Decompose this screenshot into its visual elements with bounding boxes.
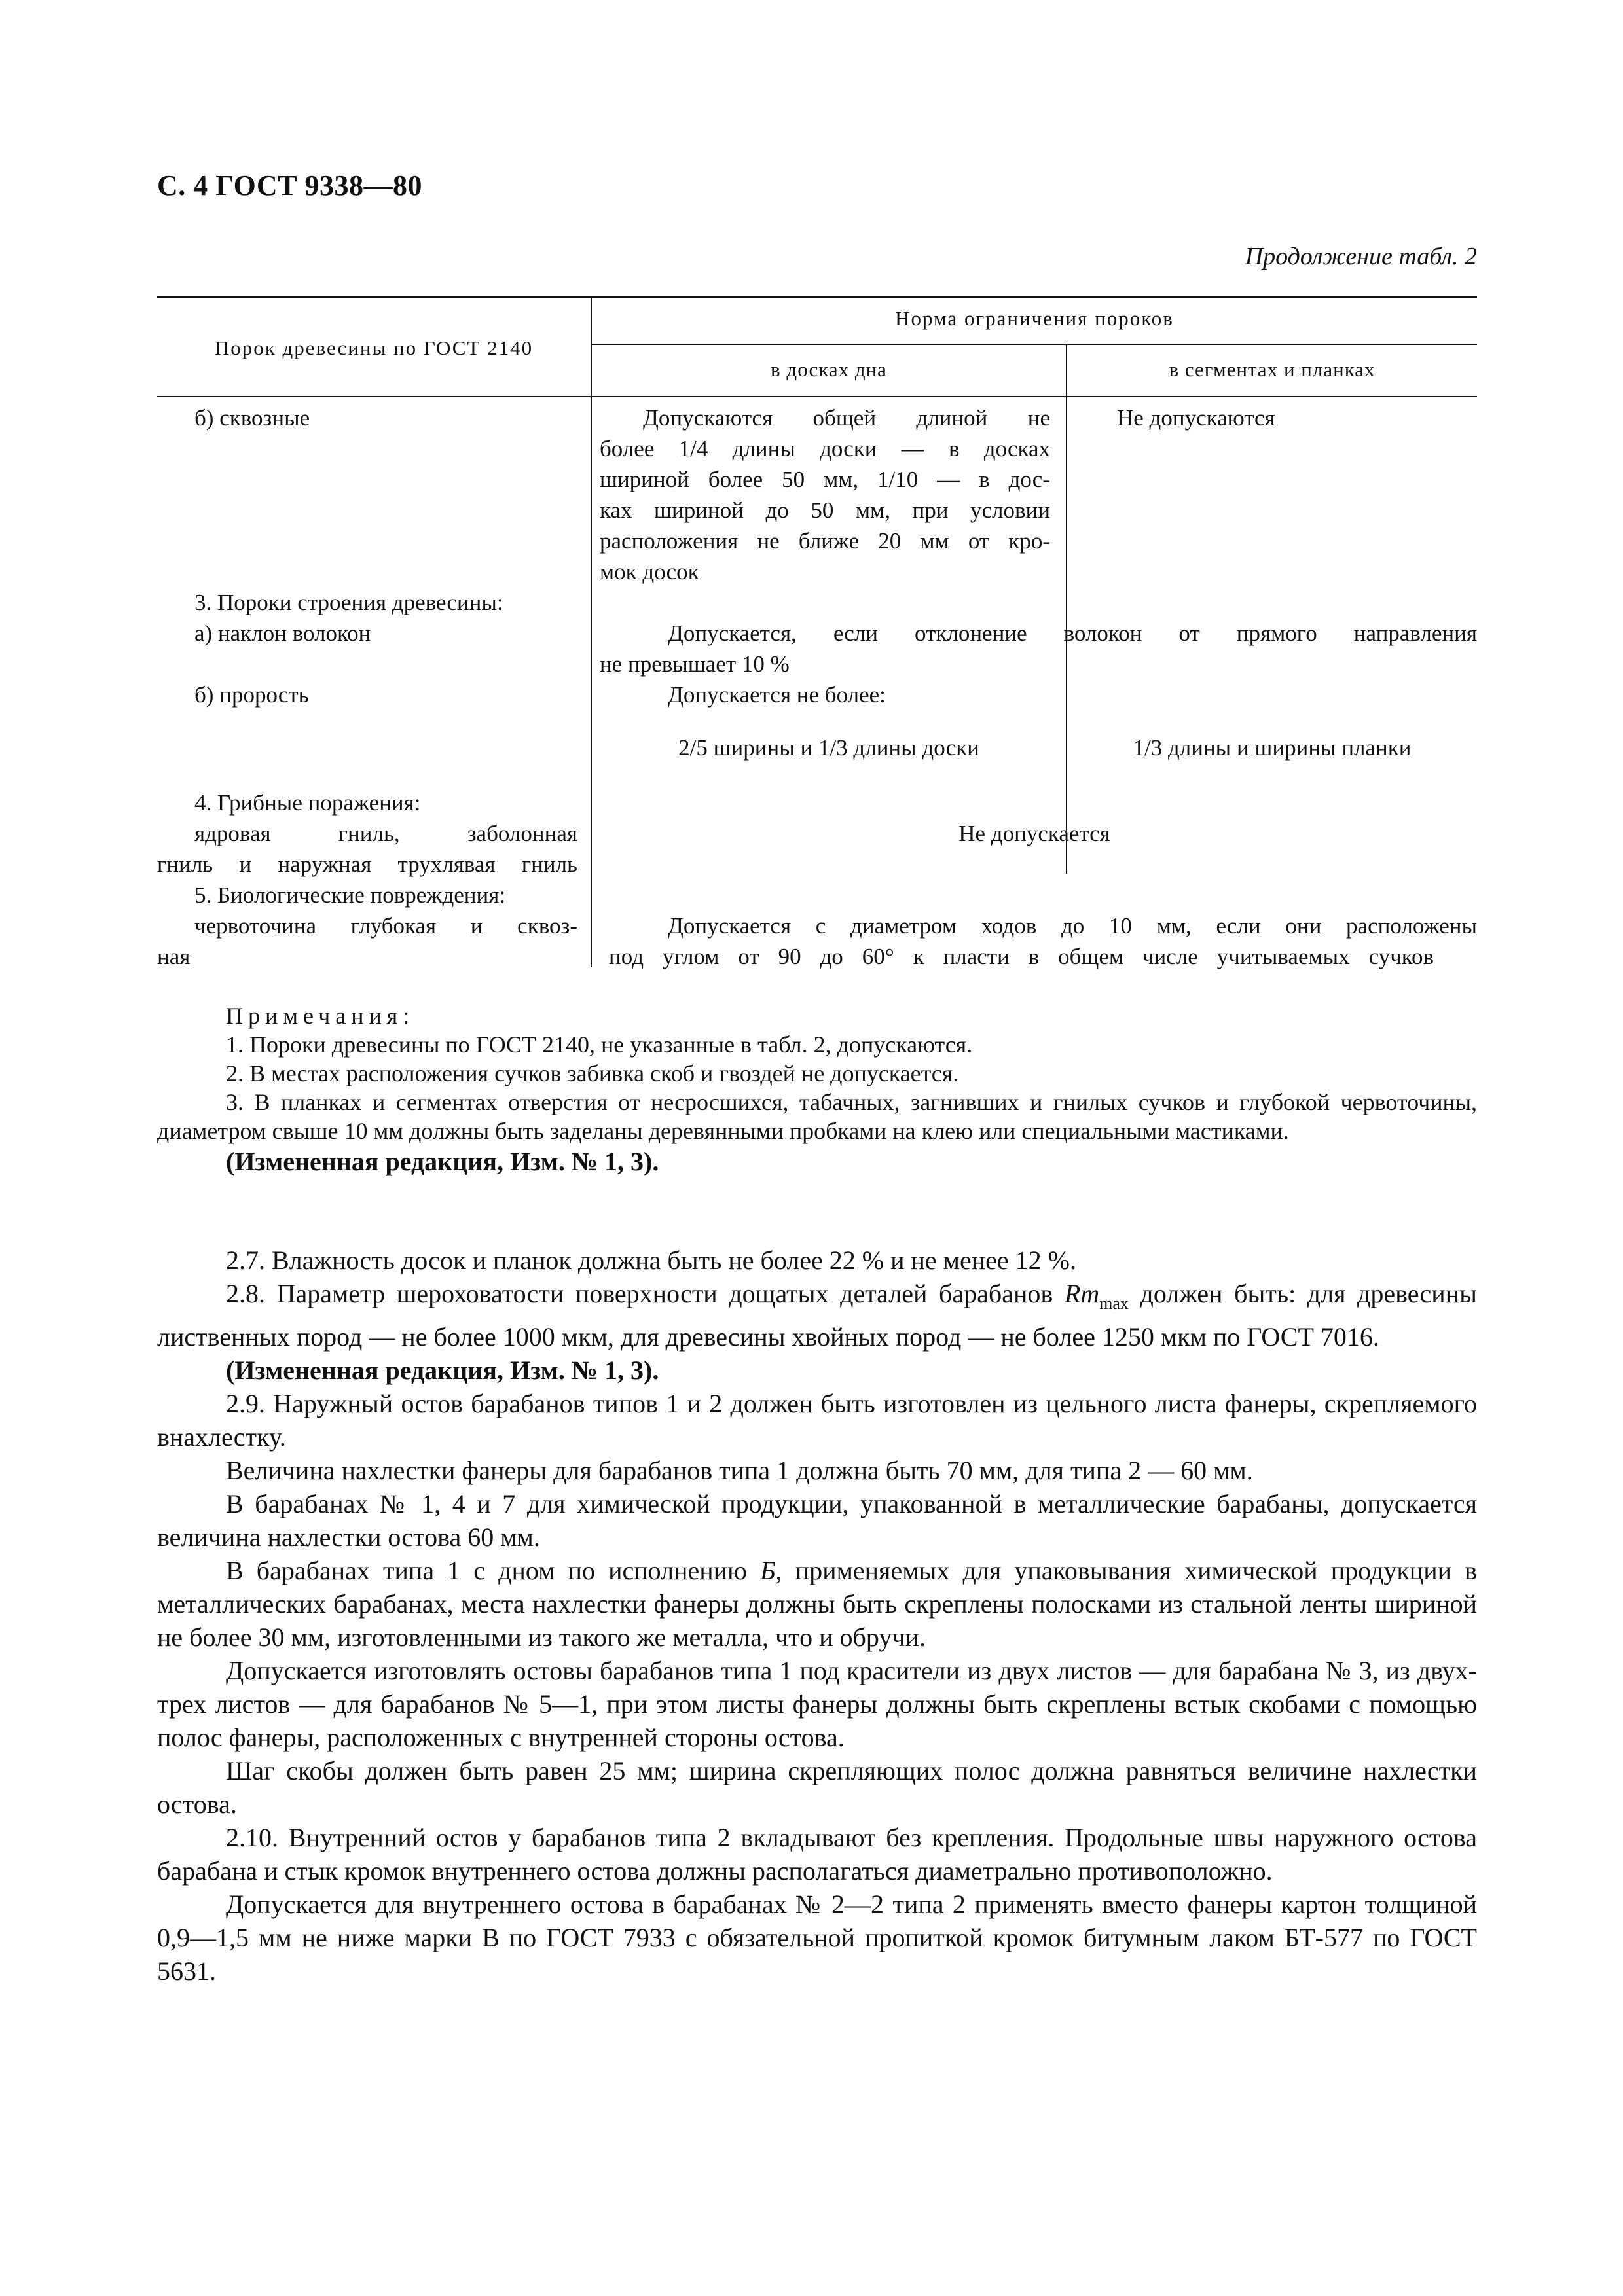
row-skvoznye-boards-l5: расположения не ближе 20 мм от кро- — [600, 528, 1050, 554]
para-2-8-start: 2.8. Параметр шероховатости поверхности дощатых деталей барабанов — [226, 1279, 1065, 1308]
notes-amended: (Измененная редакция, Изм. № 1, 3). — [226, 1147, 659, 1176]
notes-title: Примечания: — [226, 1003, 415, 1029]
row-skvoznye-boards-l1: Допускаются общей длиной не — [643, 405, 1050, 431]
table-header-mid-rule — [591, 344, 1477, 345]
row-naklon-defect: а) наклон волокон — [194, 620, 371, 646]
table-header-bottom-rule — [157, 396, 1477, 397]
para-2-9-e: Допускается изготовлять остовы барабанов типа 1 под красители из двух листов — для барабана № 3, из двух-трех листов — для барабанов № 5—1, при этом листы фанеры должны быть скреплены встык скобами с помощью полос фанеры, расположенных с внутренней стороны остова. — [157, 1656, 1477, 1752]
para-2-9-b: Величина нахлестки фанеры для барабанов типа 1 должна быть 70 мм, для типа 2 — 60 мм. — [226, 1456, 1253, 1485]
para-2-9-d-end: , применяемых для упаковывания химической продукции в металлических барабанах, места нахлестки фанеры должны быть скреплены полосками из стальной ленты шириной не более 30 мм, изготовленными из такого же металла, что и обручи. — [157, 1556, 1477, 1652]
header-segments: в сегментах и планках — [1169, 358, 1376, 381]
para-2-8-end: должен быть: для древесины лиственных пород — не более 1000 мкм, для древесины хвойных пород — не более 1250 мкм по ГОСТ 7016. — [157, 1279, 1477, 1352]
para-2-9-c: В барабанах № 1, 4 и 7 для химической продукции, упакованной в металлические барабаны, допускается величина нахлестки остова 60 мм. — [157, 1489, 1477, 1552]
defects-table — [157, 296, 1477, 967]
note-2: 2. В местах расположения сучков забивка скоб и гвоздей не допускается. — [226, 1060, 959, 1086]
group5-title: 5. Биологические повреждения: — [194, 882, 506, 908]
row-skvoznye-boards-l4: ках шириной до 50 мм, при условии — [600, 497, 1050, 523]
group5-defect-l1: червоточина глубокая и сквоз- — [194, 913, 577, 939]
note-1: 1. Пороки древесины по ГОСТ 2140, не указанные в табл. 2, допускаются. — [226, 1031, 973, 1058]
group5-norm-l1: Допускается с диаметром ходов до 10 мм, если они расположены — [668, 913, 1477, 939]
para-2-9-d-letter: Б — [760, 1556, 776, 1585]
para-2-9-f: Шаг скобы должен быть равен 25 мм; ширина скрепляющих полос должна равняться величине нахлестки остова. — [157, 1756, 1477, 1819]
para-2-7: 2.7. Влажность досок и планок должна быть не более 22 % и не менее 12 %. — [226, 1246, 1076, 1275]
para-2-9-d — [157, 1554, 1477, 1654]
para-2-8 — [157, 1277, 1477, 1354]
row-skvoznye-boards-l6: мок досок — [600, 559, 699, 584]
row-prorost-norm: Допускается не более: — [668, 682, 886, 708]
group3-title: 3. Пороки строения древесины: — [194, 590, 503, 615]
para-2-9-d-start: В барабанах типа 1 с дном по исполнению — [226, 1556, 761, 1585]
table-top-rule — [157, 296, 1477, 298]
body-text — [157, 1244, 1477, 1988]
note-3: 3. В планках и сегментах отверстия от несросшихся, табачных, загнивших и гнилых сучков и глубокой червоточины, диаметром свыше 10 мм должны быть заделаны деревянными пробками на клею или специальными мастиками. — [157, 1089, 1477, 1144]
para-2-10-b: Допускается для внутреннего остова в барабанах № 2—2 типа 2 применять вместо фанеры картон толщиной 0,9—1,5 мм не ниже марки В по ГОСТ 7933 с обязательной пропиткой кромок битумным лаком БТ-577 по ГОСТ 5631. — [157, 1890, 1477, 1986]
header-boards: в досках дна — [771, 358, 887, 381]
group5-defect-l2: ная — [157, 944, 191, 969]
group4-defect-l1: ядровая гниль, заболонная — [194, 821, 577, 846]
body-amended: (Измененная редакция, Изм. № 1, 3). — [226, 1355, 659, 1385]
table-continuation-label: Продолжение табл. 2 — [1245, 243, 1477, 270]
para-2-10: 2.10. Внутренний остов у барабанов типа 2 вкладывают без крепления. Продольные швы наружного остова барабана и стык кромок внутреннего остова должны располагаться диаметрально противоположно. — [157, 1823, 1477, 1886]
group5-norm-l2: под углом от 90 до 60° к пласти в общем числе учитываемых сучков — [609, 944, 1434, 969]
row-naklon-norm-l2: не превышает 10 % — [600, 651, 790, 677]
group4-title: 4. Грибные поражения: — [194, 790, 421, 816]
group4-defect-l2: гниль и наружная трухлявая гниль — [157, 852, 577, 877]
group4-norm: Не допускается — [958, 821, 1110, 846]
page-header: С. 4 ГОСТ 9338—80 — [157, 170, 423, 202]
row-prorost-boards: 2/5 ширины и 1/3 длины доски — [678, 735, 979, 761]
row-prorost-segments: 1/3 длины и ширины планки — [1133, 735, 1412, 761]
row-prorost-defect: б) прорость — [194, 682, 309, 708]
row-skvoznye-segments: Не допускаются — [1117, 405, 1275, 431]
para-2-8-sub: max — [1099, 1294, 1129, 1313]
para-2-9: 2.9. Наружный остов барабанов типов 1 и 2 должен быть изготовлен из цельного листа фанеры, скрепляемого внахлестку. — [157, 1389, 1477, 1452]
row-naklon-norm-l1: Допускается, если отклонение волокон от прямого направления — [668, 620, 1477, 646]
row-skvoznye-boards-l2: более 1/4 длины доски — в досках — [600, 436, 1050, 461]
row-skvoznye-boards-l3: шириной более 50 мм, 1/10 — в дос- — [600, 467, 1050, 492]
header-norm: Норма ограничения пороков — [895, 307, 1174, 330]
header-defect: Порок древесины по ГОСТ 2140 — [214, 336, 534, 359]
para-2-8-rm: Rm — [1064, 1279, 1100, 1308]
table-col1-divider — [591, 296, 592, 967]
notes-block — [157, 1001, 1477, 1178]
row-skvoznye-defect: б) сквозные — [194, 405, 310, 431]
